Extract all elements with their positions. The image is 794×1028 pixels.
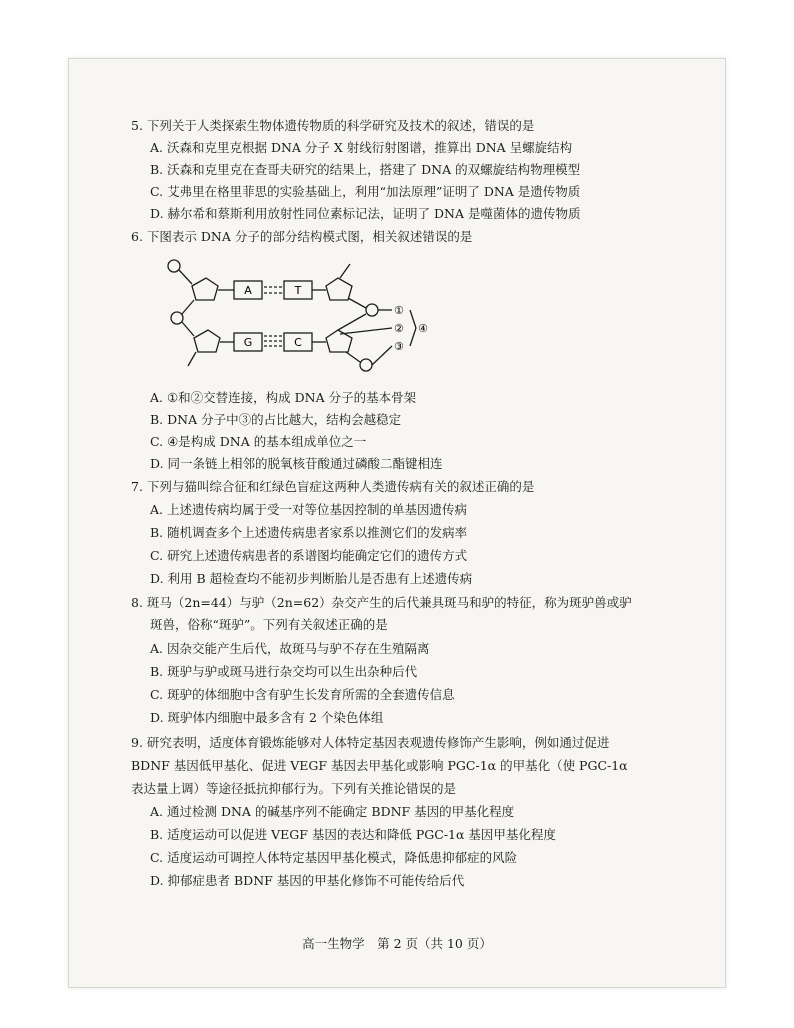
q9-option-d: D. 抑郁症患者 BDNF 基因的甲基化修饰不可能传给后代 xyxy=(150,873,465,888)
base-c-label: C xyxy=(294,336,302,349)
q7-option-c: C. 研究上述遗传病患者的系谱图均能确定它们的遗传方式 xyxy=(150,548,468,563)
q8-option-b: B. 斑驴与驴或斑马进行杂交均可以生出杂种后代 xyxy=(150,664,418,679)
q8-option-d: D. 斑驴体内细胞中最多含有 2 个染色体组 xyxy=(150,710,384,725)
q7-option-d: D. 利用 B 超检查均不能初步判断胎儿是否患有上述遗传病 xyxy=(150,571,473,586)
q5-option-a: A. 沃森和克里克根据 DNA 分子 X 射线衍射图谱，推算出 DNA 呈螺旋结构 xyxy=(150,140,573,155)
q6-option-c: C. ④是构成 DNA 的基本组成单位之一 xyxy=(150,434,367,449)
q7-stem: 7. 下列与猫叫综合征和红绿色盲症这两种人类遗传病有关的叙述正确的是 xyxy=(131,479,535,494)
q9-option-a: A. 通过检测 DNA 的碱基序列不能确定 BDNF 基因的甲基化程度 xyxy=(150,804,515,819)
q5-option-c: C. 艾弗里在格里菲思的实验基础上，利用“加法原理”证明了 DNA 是遗传物质 xyxy=(150,184,581,199)
q9-stem-line2: BDNF 基因低甲基化、促进 VEGF 基因去甲基化或影响 PGC-1α 的甲基化（使 PGC-1α xyxy=(131,758,628,773)
q9-option-c: C. 适度运动可调控人体特定基因甲基化模式，降低患抑郁症的风险 xyxy=(150,850,518,865)
page-footer: 高一生物学 第 2 页（共 10 页） xyxy=(302,936,492,951)
q9-option-b: B. 适度运动可以促进 VEGF 基因的表达和降低 PGC-1α 基因甲基化程度 xyxy=(150,827,556,842)
phosphate-circle xyxy=(168,260,180,272)
q5-option-d: D. 赫尔希和蔡斯利用放射性同位素标记法，证明了 DNA 是噬菌体的遗传物质 xyxy=(150,206,581,221)
q5-stem: 5. 下列关于人类探索生物体遗传物质的科学研究及技术的叙述，错误的是 xyxy=(131,118,535,133)
dna-structure-diagram xyxy=(160,252,450,382)
base-t-label: T xyxy=(294,284,302,297)
q6-option-b: B. DNA 分子中③的占比越大，结构会越稳定 xyxy=(150,412,402,427)
diagram-label-4: ④ xyxy=(418,322,428,335)
base-g-label: G xyxy=(243,336,253,349)
q8-option-c: C. 斑驴的体细胞中含有驴生长发育所需的全套遗传信息 xyxy=(150,687,455,702)
base-a-label: A xyxy=(244,284,252,297)
deoxyribose-pentagon xyxy=(192,278,218,300)
q8-option-a: A. 因杂交能产生后代，故斑马与驴不存在生殖隔离 xyxy=(150,641,430,656)
q7-option-b: B. 随机调查多个上述遗传病患者家系以推测它们的发病率 xyxy=(150,525,468,540)
q5-option-b: B. 沃森和克里克在查哥夫研究的结果上，搭建了 DNA 的双螺旋结构物理模型 xyxy=(150,162,581,177)
q7-option-a: A. 上述遗传病均属于受一对等位基因控制的单基因遗传病 xyxy=(150,502,467,517)
q6-option-a: A. ①和②交替连接，构成 DNA 分子的基本骨架 xyxy=(150,390,417,405)
q8-stem-line1: 8. 斑马（2n=44）与驴（2n=62）杂交产生的后代兼具斑马和驴的特征，称为斑驴兽或驴 xyxy=(131,595,632,610)
diagram-label-1: ① xyxy=(394,304,404,317)
q9-stem-line1: 9. 研究表明，适度体育锻炼能够对人体特定基因表观遗传修饰产生影响，例如通过促进 xyxy=(131,735,610,750)
diagram-label-2: ② xyxy=(394,322,404,335)
q6-stem: 6. 下图表示 DNA 分子的部分结构模式图，相关叙述错误的是 xyxy=(131,229,473,244)
q6-option-d: D. 同一条链上相邻的脱氧核苷酸通过磷酸二酯键相连 xyxy=(150,456,443,471)
q8-stem-line2: 斑兽，俗称“斑驴”。下列有关叙述正确的是 xyxy=(150,617,388,632)
q9-stem-line3: 表达量上调）等途径抵抗抑郁行为。下列有关推论错误的是 xyxy=(131,781,457,796)
diagram-label-3: ③ xyxy=(394,340,404,353)
